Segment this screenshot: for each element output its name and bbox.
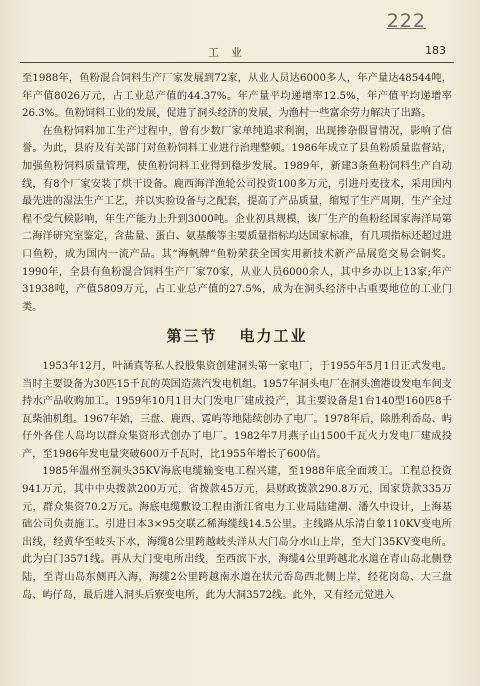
section-heading-name: 电力工业 bbox=[239, 327, 308, 346]
section-heading-number: 第三节 bbox=[166, 327, 218, 346]
header-page-number: 183 bbox=[425, 44, 446, 57]
header-section-title: 工业 bbox=[208, 46, 254, 59]
paragraph-bottom-1: 1953年12月，叶涵真等私人投股集资创建洞头第一家电厂，于1955年5月1日正式发电。当时主要设备为30匹15千瓦的英国造蒸汽发电机组。1957年洞头电厂在洞头渔港设发电车间支持水产品收购加工。1959年10月1日大门发电厂建成投产，其主要设备是1台140型160匹8千瓦柴油机组。1967年始，三盘、鹿西、霓屿等地陆续创办了电厂。1978年后，除胜利岙岛、屿仔外各住人岛均以群众集资形式创办了电厂。1982年7月燕子山1500千瓦火力发电厂建成投产，至1986年发电量突破600万千瓦时，比1955年增长了600倍。 bbox=[22, 360, 452, 460]
paragraph-top-1: 至1988年，鱼粉混合饲料生产厂家发展到72家，从业人员达6000多人，年产量达48544吨，年产值8026万元，占工业总产值的44.37%。年产量平均递增率12.5%，年产值平均递增率26.3%。鱼粉饲料工业的发展，促进了洞头经济的发展，为渔村一些富余劳力解决了出路。 bbox=[22, 73, 452, 120]
paragraph-top-2: 在鱼粉饲料加工生产过程中，曾有少数厂家单纯追求利润，出现掺杂假冒情况，影响了信誉。为此，县府及有关部门对鱼粉饲料工业进行治理整顿。1986年成立了县鱼粉质量监督站，加强鱼粉饲料质量管理，使鱼粉饲料工业得到稳步发展。1989年，新建3条鱼粉饲料生产自动线，有8个厂家安装了烘干设备。鹿西海洋渔轮公司投资100多万元，引进丹麦技术，采用国内最先进的湿法生产工艺，并以实验设备与之配套，提高了产品质量，缩短了生产周期，生产全过程不受气候影响，年生产能力上升到3000吨。企业初具规模，该厂生产的鱼粉经国家海洋局第二海洋研究室鉴定，含盐量、蛋白、氨基酸等主要质量指标均达国家标准，有几项指标还超过进口鱼粉，成为国内一流产品。其“海帆牌”鱼粉荣获全国实用新技术新产品展览交易会铜奖。1990年，全县有鱼粉混合饲料生产厂家70家，从业人员6000余人，其中乡办以上13家;年产31938吨，产值5809万元，占工业总产值的27.5%，成为在洞头经济中占重要地位的工业门类。 bbox=[22, 125, 452, 313]
paragraph-bottom-2: 1985年温州至洞头35KV海底电缆输变电工程兴建，至1988年底全面竣工。工程总投资941万元，其中中央拨款200万元，省拨款45万元，县财政拨款290.8万元，国家贷款335万元，群众集资70.2万元。海底电缆敷设工程由浙江省电力工业局陆建潮、潘久中设计，上海基础公司负责施工。引进日本3×95交联乙稀海缆线14.5公里。主线路从乐清白象110KV变电所出线，经黄华至岐头下水，海缆8公里跨越岐头洋从大门岛分水山上岸，至大门35KV变电所。此为白门3571线。再从大门变电所出线，至西滨下水，海缆4公里跨越北水道在青山岛北侧登陆，至青山岛东侧再入海，海缆2公里跨越南水道在状元岙岛西北侧上岸，经花岗岛、大三盘岛、屿仔岛，最后进入洞头后寮变电所，此为大洞3572线。此外，又有经元觉进入 bbox=[22, 466, 452, 601]
running-header bbox=[20, 40, 454, 63]
section-heading bbox=[22, 328, 452, 346]
page-stamp-number: 222 bbox=[386, 10, 426, 32]
body-text bbox=[22, 70, 452, 604]
